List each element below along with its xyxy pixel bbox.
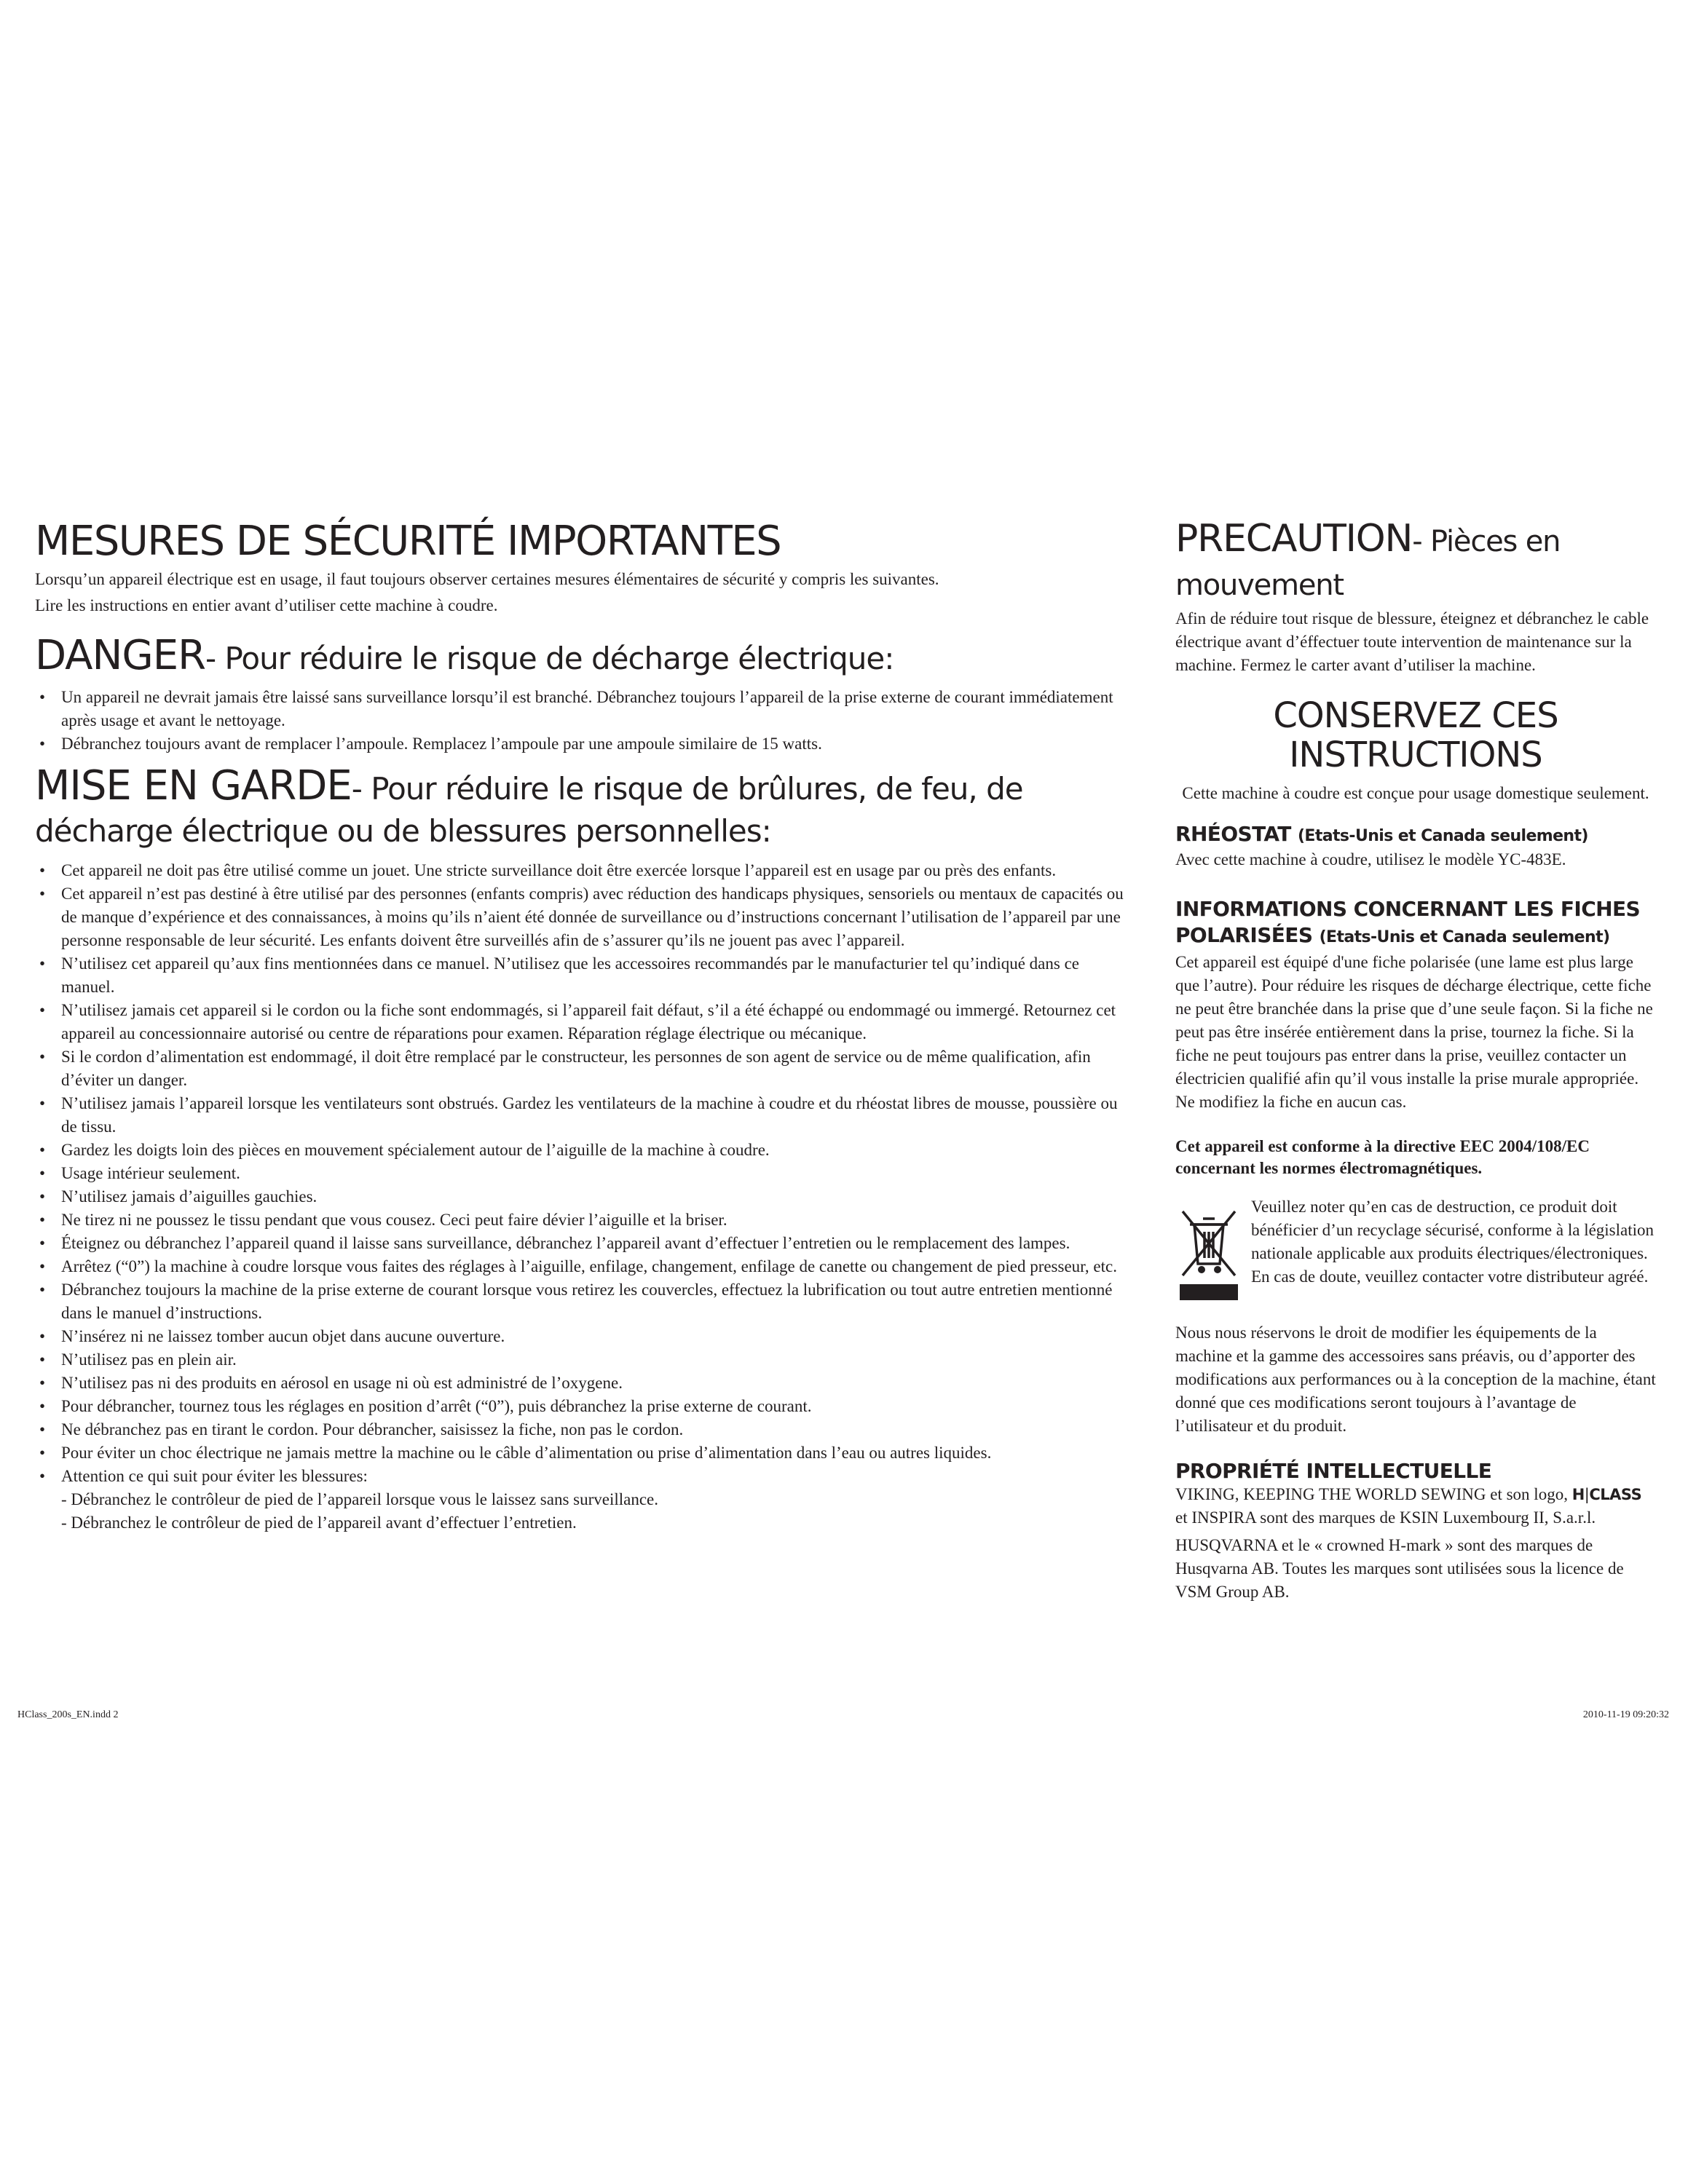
warning-item: • Ne tirez ni ne poussez le tissu pendant que vous cousez. Ceci peut faire dévier l’aiguille et la briser. [35,1208,1135,1232]
footer-file-name: HClass_200s_EN.indd 2 [17,1709,119,1720]
rheostat-note: (Etats-Unis et Canada seulement) [1297,827,1588,845]
footer-timestamp: 2010-11-19 09:20:32 [1582,1709,1669,1720]
polarized-label: INFORMATIONS CONCERNANT LES FICHES POLARISÉES [1175,897,1641,947]
ip-text-1 [1175,1483,1656,1530]
precaution-label: PRECAUTION [1175,517,1413,561]
warning-item: • N’insérez ni ne laissez tomber aucun objet dans aucune ouverture. [35,1325,1135,1348]
ip-text-a: VIKING, KEEPING THE WORLD SEWING et son logo, [1175,1485,1568,1503]
warning-item: • Cet appareil ne doit pas être utilisé comme un jouet. Une stricte surveillance doit être exercée lorsque l’appareil est en usage par ou près des enfants. [35,859,1135,882]
ip-text-2: HUSQVARNA et le « crowned H-mark » sont des marques de Husqvarna AB. Toutes les marques sont utilisées sous la licence de VSM Group AB. [1175,1536,1624,1601]
warning-item: • Gardez les doigts loin des pièces en mouvement spécialement autour de l’aiguille de la machine à coudre. [35,1139,1135,1162]
warning-sub-line-2: - Débranchez le contrôleur de pied de l’appareil avant d’effectuer l’entretien. [61,1514,577,1532]
warning-item: • Attention ce qui suit pour éviter les blessures: [35,1465,1135,1488]
warning-subheading: - Pour réduire le risque de brûlures, de feu, de décharge électrique ou de blessures personnelles: [35,771,1023,849]
eec-text: Cet appareil est conforme à la directive EEC 2004/108/EC concernant les normes électromagnétiques. [1175,1137,1590,1177]
precaution-heading [1175,518,1656,606]
crossed-out-wheelie-bin-icon [1175,1195,1242,1308]
warning-item: • N’utilisez pas en plein air. [35,1348,1135,1372]
warning-item: • Pour éviter un choc électrique ne jamais mettre la machine ou le câble d’alimentation ou prise d’alimentation dans l’eau ou autres liquides. [35,1441,1135,1465]
danger-heading [35,633,1135,686]
conserve-text: Cette machine à coudre est conçue pour usage domestique seulement. [1182,784,1649,802]
warning-item: • N’utilisez jamais l’appareil lorsque les ventilateurs sont obstrués. Gardez les ventilateurs de la machine à coudre et du rhéostat libres de mousse, poussière ou de tissu. [35,1092,1135,1139]
polarized-note: (Etats-Unis et Canada seulement) [1319,928,1610,946]
warning-item: • N’utilisez jamais d’aiguilles gauchies. [35,1185,1135,1208]
precaution-subheading: - Pièces en mouvement [1175,525,1561,602]
reserve-text: Nous nous réservons le droit de modifier les équipements de la machine et la gamme des accessoires sans préavis, ou d’apporter des modifications aux performances ou à la conception de la machine, étant donné que ces modifications seront toujours à l’avantage de l’utilisateur et du produit. [1175,1324,1656,1435]
warning-item: • Pour débrancher, tournez tous les réglages en position d’arrêt (“0”), puis débranchez la prise externe de courant. [35,1395,1135,1418]
warning-item: • Si le cordon d’alimentation est endommagé, il doit être remplacé par le constructeur, les personnes de son agent de service ou de même qualification, afin d’éviter un danger. [35,1045,1135,1092]
polarized-heading [1175,896,1656,951]
warning-item: • N’utilisez pas ni des produits en aérosol en usage ni où est administré de l’oxygene. [35,1372,1135,1395]
warning-item: • Arrêtez (“0”) la machine à coudre lorsque vous faites des réglages à l’aiguille, enfilage, changement, enfilage de canette ou changement de pied presseur, etc. [35,1255,1135,1278]
ip-heading: PROPRIÉTÉ INTELLECTUELLE [1175,1459,1492,1483]
intro-line-1: Lorsqu’un appareil électrique est en usage, il faut toujours observer certaines mesures élémentaires de sécurité y compris les suivantes. [35,570,939,588]
warning-heading [35,762,1135,855]
warning-list [35,859,1135,1488]
hclass-logo-h: H [1571,1486,1585,1503]
danger-item: • Un appareil ne devrait jamais être laissé sans surveillance lorsqu’il est branché. Débranchez toujours l’appareil de la prise externe de courant immédiatement après usage et avant le nettoyage. [35,686,1135,732]
main-title: MESURES DE SÉCURITÉ IMPORTANTES [35,518,781,565]
intro-line-2: Lire les instructions en entier avant d’utiliser cette machine à coudre. [35,596,498,614]
danger-subheading: - Pour réduire le risque de décharge électrique: [205,641,894,676]
danger-list [35,686,1135,756]
warning-item: • Débranchez toujours la machine de la prise externe de courant lorsque vous retirez les couvercles, effectuez la lubrification ou tout autre entretien mentionné dans le manuel d’instructions. [35,1278,1135,1325]
left-column [35,518,1135,1535]
warning-item: • N’utilisez cet appareil qu’aux fins mentionnées dans ce manuel. N’utilisez que les accessoires recommandés par le manufacturier tel qu’indiqué dans ce manuel. [35,952,1135,999]
danger-label: DANGER [35,632,206,679]
warning-sub-line-1: - Débranchez le contrôleur de pied de l’appareil lorsque vous le laissez sans surveillance. [61,1490,659,1508]
rheostat-label: RHÉOSTAT [1175,822,1291,846]
polarized-text: Cet appareil est équipé d'une fiche polarisée (une lame est plus large que l’autre). Pour réduire les risques de décharge électrique, cette fiche ne peut être branchée dans la prise que d’une seule façon. Si la fiche ne peut pas être insérée entièrement dans la prise, tournez la fiche. Si la fiche ne peut toujours pas entrer dans la prise, veuillez contacter un électricien qualifié afin qu’il vous installe la prise murale appropriée. Ne modifiez la fiche en aucun cas. [1175,953,1653,1111]
weee-block [1175,1195,1656,1308]
danger-item: • Débranchez toujours avant de remplacer l’ampoule. Remplacez l’ampoule par une ampoule similaire de 15 watts. [35,732,1135,756]
warning-item: • Usage intérieur seulement. [35,1162,1135,1185]
ip-text-b: et INSPIRA sont des marques de KSIN Luxembourg II, S.a.r.l. [1175,1508,1596,1527]
precaution-text: Afin de réduire tout risque de blessure, éteignez et débranchez le cable électrique avant d’éffectuer toute intervention de maintenance sur la machine. Fermez le carter avant d’utiliser la machine. [1175,609,1649,674]
warning-item: • Cet appareil n’est pas destiné à être utilisé par des personnes (enfants compris) avec réduction des handicaps physiques, sensoriels ou mentaux de capacités ou de manque d’expérience et des connaissances, à moins qu’ils n’aient été donnée de surveillance ou d’instructions concernant l’utilisation de l’appareil par une personne responsable de leur sécurité. Les enfants doivent être surveillés afin de s’assurer qu’ils ne jouent pas avec l’appareil. [35,882,1135,952]
weee-text: Veuillez noter qu’en cas de destruction, ce produit doit bénéficier d’un recyclage sécurisé, conforme à la législation nationale applicable aux produits électriques/électroniques. En cas de doute, veuillez contacter votre distributeur agréé. [1251,1198,1655,1286]
hclass-logo: H|CLASS [1571,1486,1642,1503]
rheostat-heading [1175,823,1656,848]
warning-item: • Éteignez ou débranchez l’appareil quand il laisse sans surveillance, débranchez l’appareil avant d’effectuer l’entretien ou le remplacement des lampes. [35,1232,1135,1255]
rheostat-text: Avec cette machine à coudre, utilisez le modèle YC-483E. [1175,850,1566,869]
warning-item: • Ne débranchez pas en tirant le cordon. Pour débrancher, saisissez la fiche, non pas le cordon. [35,1418,1135,1441]
right-column [1175,518,1656,1604]
conserve-heading: CONSERVEZ CES INSTRUCTIONS [1273,695,1558,775]
hclass-logo-class: CLASS [1589,1486,1642,1503]
warning-item: • N’utilisez jamais cet appareil si le cordon ou la fiche sont endommagés, si l’appareil fait défaut, s’il a été échappé ou endommagé ou immergé. Retournez cet appareil au concessionnaire autorisé ou centre de réparations pour examen. Réparation réglage électrique ou mécanique. [35,999,1135,1045]
warning-label: MISE EN GARDE [35,762,352,810]
